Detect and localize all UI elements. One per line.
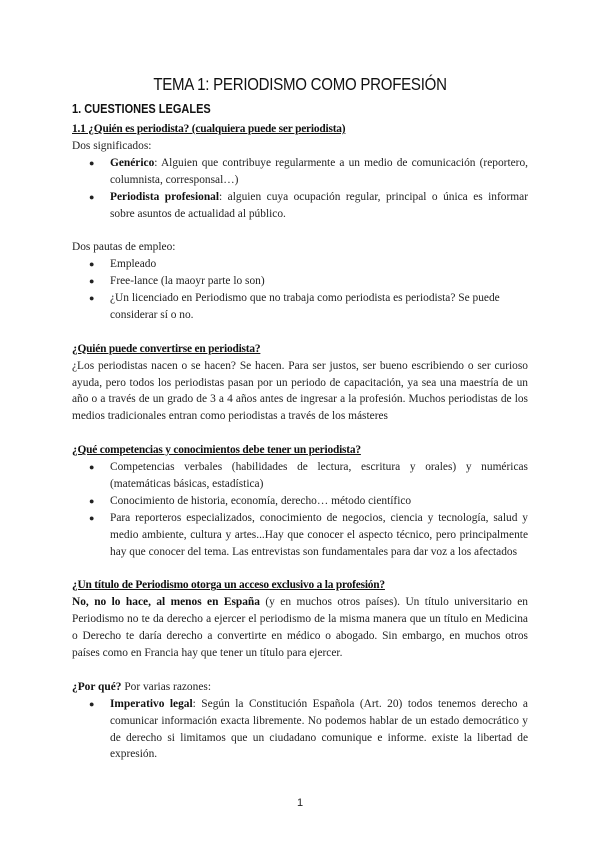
section-heading: 1. CUESTIONES LEGALES (72, 102, 211, 116)
list-item (89, 155, 528, 189)
heading-competencies: ¿Qué competencias y conocimientos debe tener un periodista? (72, 444, 361, 457)
employment-list (72, 256, 528, 324)
bullet-icon: ● (89, 157, 95, 168)
bullet-icon: ● (89, 512, 95, 523)
list-item: ● Competencias verbales (habilidades de lectura, escritura y orales) y numéricas (matemáticas básicas, estadística) (89, 461, 528, 490)
list-item (89, 189, 528, 223)
term: Periodista profesional (110, 190, 220, 203)
page-title: TEMA 1: PERIODISMO COMO PROFESIÓN (153, 74, 447, 94)
bullet-icon: ● (89, 259, 95, 270)
list-item: ● ¿Un licenciado en Periodismo que no trabaja como periodista es periodista? Se puede considerar sí o no. (89, 292, 500, 321)
document-body (72, 121, 528, 763)
list-item: ● Free-lance (la maoyr parte lo son) (110, 273, 528, 290)
competencies-list (72, 459, 528, 560)
list-item (89, 696, 528, 764)
bullet-icon: ● (89, 191, 95, 202)
bullet-icon: ● (89, 276, 95, 287)
paragraph-who-can-become: ¿Los periodistas nacen o se hacen? Se hacen. Para ser justos, ser bueno escribiendo o ser curioso ayuda, pero todos los periodistas pasan por un periodo de capacitación, ya sea una maestría de un año o a través de un grado de 3 a 4 años antes de ingresar a la profesión. Muchos periodistas de los medios tradicionales entran como periodistas a través de los másteres (72, 359, 528, 423)
definition: : Alguien que contribuye regularmente a un medio de comunicación (reportero, columnista, corresponsal…) (110, 156, 528, 186)
definition: : alguien cuya ocupación regular, principal o única es informar sobre asuntos de actualidad al público. (110, 190, 528, 220)
bullet-icon: ● (89, 462, 95, 473)
list-item: ● Conocimiento de historia, economía, derecho… método científico (110, 493, 528, 510)
bullet-icon: ● (89, 293, 95, 304)
reasons-list (72, 696, 528, 764)
term: Genérico (110, 156, 155, 169)
intro-meanings: Dos significados: (72, 139, 152, 152)
list-item: ● Para reporteros especializados, conocimiento de negocios, ciencia y tecnología, salud y medio ambiente, cultura y artes...Hay que conocer el aspecto técnico, pero principalmente hay que conocer del tema. Las entrevistas son fundamentales para dar voz a los afectados (89, 511, 528, 558)
heading-degree-access: ¿Un título de Periodismo otorga un acceso exclusivo a la profesión? (72, 579, 385, 592)
paragraph-why: ¿Por qué? Por varias razones: (72, 680, 211, 693)
definition: : Según la Constitución Española (Art. 20) todos tenemos derecho a comunicar información exacta libremente. No podemos hablar de un estado democrático y de derecho si limitamos que un ciudadano comunique e informe. existe la libertad de expresión. (110, 697, 528, 761)
page-number: 1 (296, 797, 304, 809)
term: Imperativo legal (110, 697, 193, 710)
bullet-icon: ● (89, 495, 95, 506)
paragraph-degree-access: No, no lo hace, al menos en España (y en muchos otros países). Un título universitario en Periodismo no te da derecho a ejercer el periodismo de la misma manera que un título en Medicina o Derecho te daría derecho a convertirte en médico o abogado. Sin embargo, en muchos otros países como en Francia hay que tener un título para ejercer. (72, 596, 528, 660)
heading-who-is-journalist: 1.1 ¿Quién es periodista? (cualquiera puede ser periodista) (72, 123, 346, 135)
list-item: ● Empleado (110, 256, 528, 273)
meanings-list (72, 155, 528, 223)
intro-employment: Dos pautas de empleo: (72, 241, 176, 254)
heading-who-can-become: ¿Quién puede convertirse en periodista? (72, 342, 261, 355)
bullet-icon: ● (89, 698, 95, 709)
